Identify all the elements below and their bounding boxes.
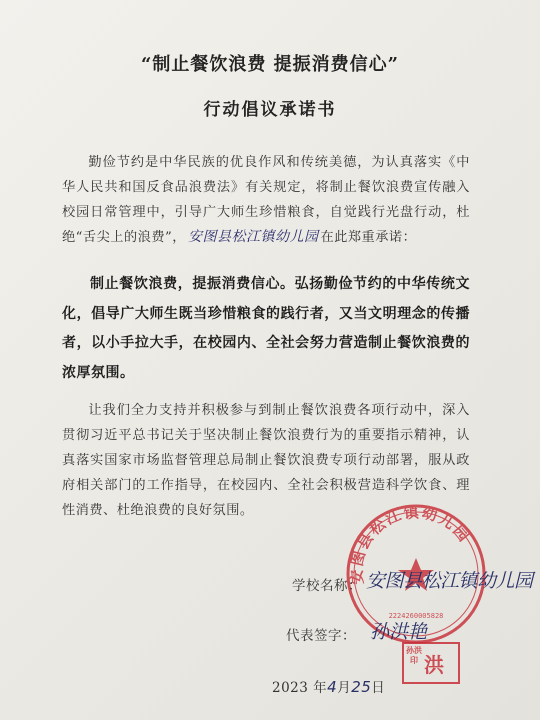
intro-text: 勤俭节约是中华民族的优良作风和传统美德，为认真落实《中华人民共和国反食品浪费法》有关规定，将制止餐饮浪费宣传融入校园日常管理中，引导广大师生珍惜粮食，自觉践行光盘行动，杜绝“舌尖上的浪费”， xyxy=(62,155,470,245)
document-title: “制止餐饮浪费 提振消费信心” xyxy=(141,54,399,75)
date-day-suffix: 日 xyxy=(371,680,386,696)
stamp-code: 2224260005828 xyxy=(388,612,444,620)
representative-label: 代表签字： xyxy=(286,628,356,644)
stamp-text: 安图县松江镇幼儿园 xyxy=(347,503,474,586)
seal-right-text: 洪 xyxy=(424,653,444,677)
date-day: 25 xyxy=(351,678,372,696)
representative-signature: 孙洪艳 xyxy=(370,621,428,643)
personal-seal xyxy=(402,642,460,684)
paragraph-call-to-action: 让我们全力支持并积极参与到制止餐饮浪费各项行动中，深入贯彻习近平总书记关于坚决制止餐饮浪费行为的重要指示精神，认真落实国家市场监督管理总局制止餐饮浪费专项行动部署，服从政府相关部门的工作指导，在校园内、全社会积极营造科学饮食、理性消费、杜绝浪费的良好氛围。 xyxy=(62,403,470,518)
document-subtitle: 行动倡议承诺书 xyxy=(203,100,337,120)
paragraph-commitment: 制止餐饮浪费，提振消费信心。弘扬勤俭节约的中华传统文化，倡导广大师生既当珍惜粮食的践行者，又当文明理念的传播者，以小手拉大手，在校园内、全社会努力营造制止餐饮浪费的浓厚氛围。 xyxy=(62,276,470,381)
paragraph-intro xyxy=(62,150,470,250)
date-month-suffix: 月 xyxy=(337,680,352,696)
school-name-label: 学校名称： xyxy=(292,578,362,594)
seal-left-text: 孙洪印 xyxy=(406,646,422,665)
intro-text-end: 在此郑重承诺： xyxy=(320,230,417,245)
school-name-signature: 安图县松江镇幼儿园 xyxy=(366,570,533,592)
signing-date xyxy=(272,676,385,696)
date-month: 4 xyxy=(327,678,338,696)
date-year-suffix: 年 xyxy=(313,680,328,696)
handwritten-school-name: 安图县松江镇幼儿园 xyxy=(187,229,319,245)
date-year: 2023 xyxy=(272,680,309,696)
